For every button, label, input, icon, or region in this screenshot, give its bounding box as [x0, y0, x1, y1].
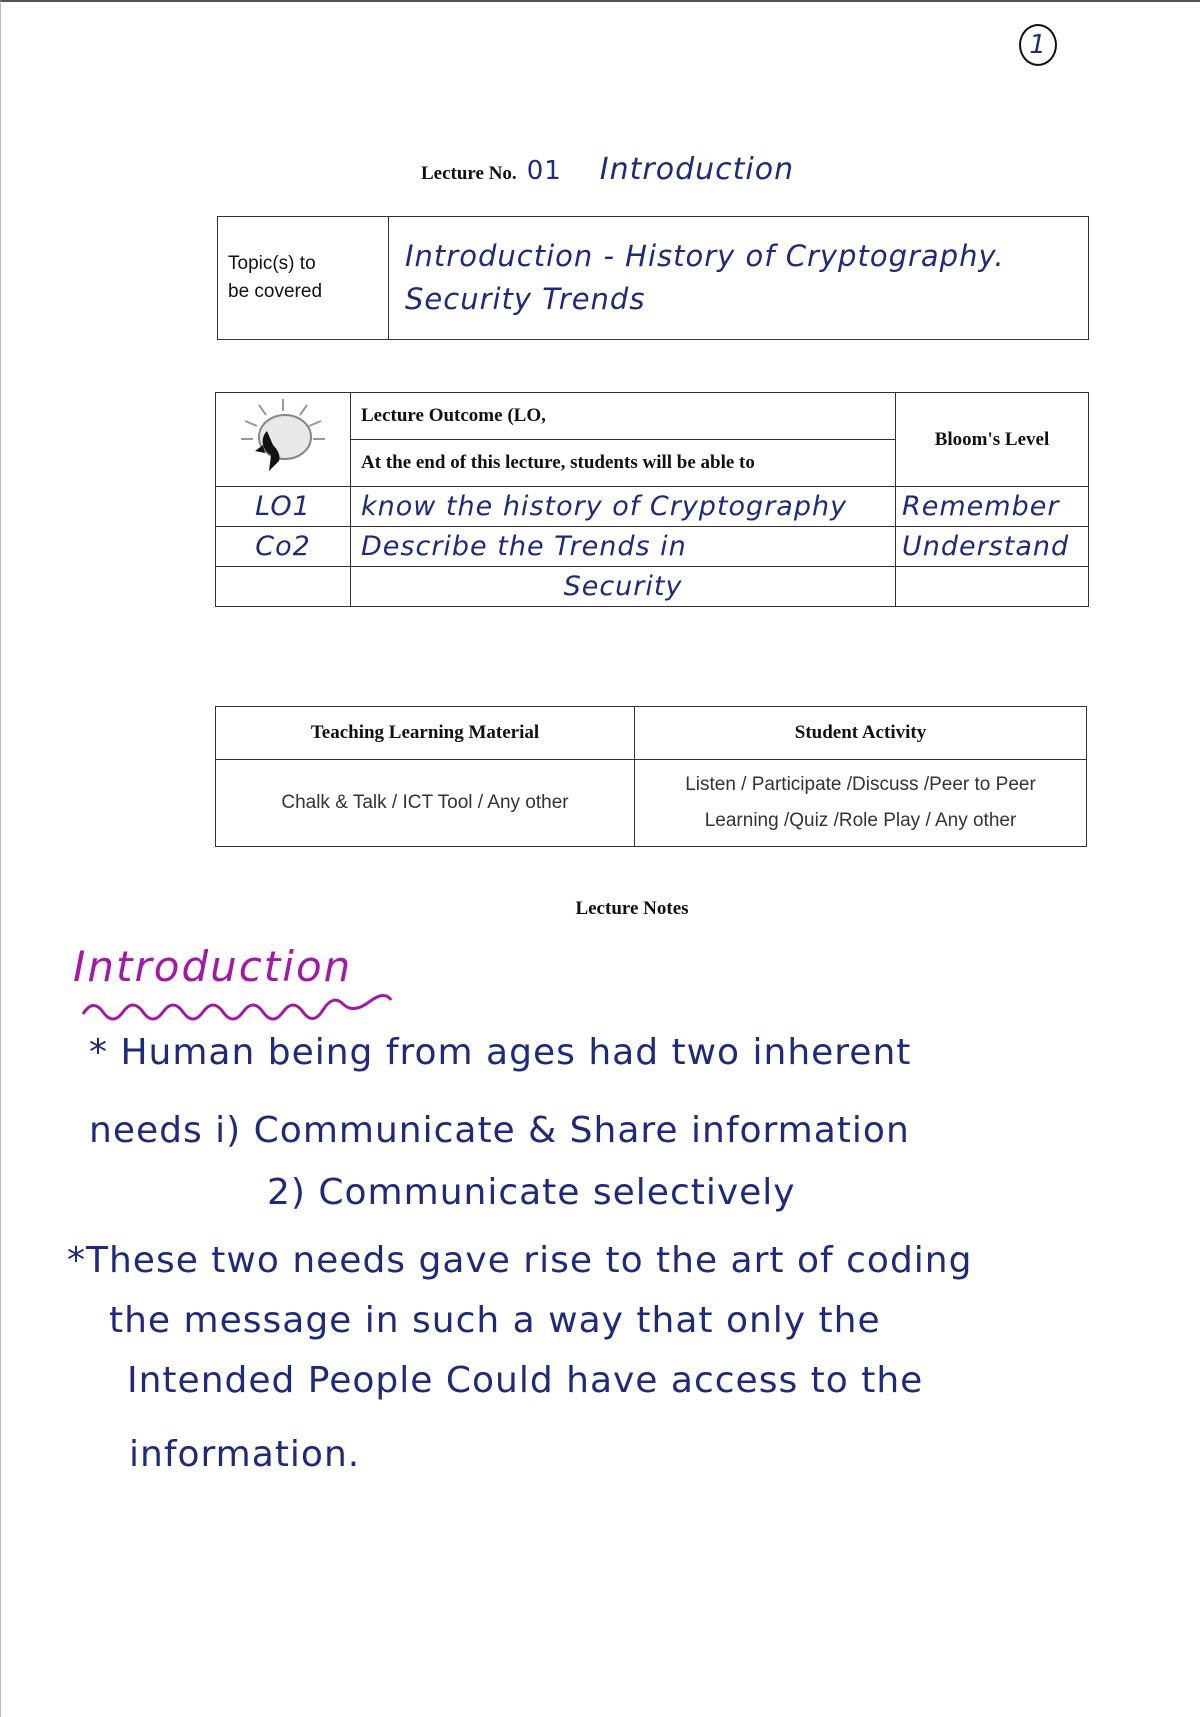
- topics-table: [217, 216, 1089, 340]
- outcome-id-empty: [216, 567, 351, 607]
- head-logo: [216, 393, 351, 487]
- lecture-notes-heading: Lecture Notes: [575, 898, 689, 919]
- outcome-level-empty: [896, 567, 1089, 607]
- thinking-head-icon: [233, 395, 333, 479]
- outcome-level: Understand: [896, 527, 1089, 567]
- underline-squiggle: [79, 992, 399, 1022]
- note-line: 2) Communicate selectively: [267, 1172, 796, 1213]
- topics-label: [218, 217, 389, 340]
- topics-value-line1: Introduction - History of Cryptography.: [405, 238, 1005, 273]
- note-line: the message in such a way that only the: [109, 1300, 881, 1341]
- outcome-text: Describe the Trends in: [351, 527, 896, 567]
- note-line: Intended People Could have access to the: [127, 1360, 924, 1401]
- outcome-heading-1: Lecture Outcome (LO,: [351, 393, 896, 440]
- teaching-material-heading: Teaching Learning Material: [216, 707, 635, 760]
- topics-label-line2: be covered: [228, 281, 323, 302]
- lecture-heading: [421, 152, 794, 187]
- topics-label-line1: Topic(s) to: [228, 252, 316, 274]
- outcome-text-continuation: Security: [351, 567, 896, 607]
- bloom-level-heading: Bloom's Level: [896, 393, 1089, 487]
- student-activity-line1: Listen / Participate /Discuss /Peer to Peer: [685, 774, 1036, 795]
- outcome-id: Co2: [216, 527, 351, 567]
- student-activity-heading: Student Activity: [635, 707, 1087, 760]
- note-line: needs i) Communicate & Share information: [89, 1110, 910, 1151]
- outcome-text: know the history of Cryptography: [351, 487, 896, 527]
- notes-title: Introduction: [73, 942, 353, 991]
- lecture-label: Lecture No.: [421, 163, 517, 184]
- outcome-id: LO1: [216, 487, 351, 527]
- lecture-title: Introduction: [599, 152, 795, 187]
- note-line: *These two needs gave rise to the art of coding: [67, 1240, 973, 1281]
- topics-value-line2: Security Trends: [405, 282, 646, 316]
- outcome-table: [215, 392, 1089, 607]
- teaching-table: [215, 706, 1087, 847]
- topics-value: [389, 217, 1089, 340]
- note-line: information.: [129, 1434, 361, 1475]
- student-activity-line2: Learning /Quiz /Role Play / Any other: [704, 810, 1017, 831]
- outcome-heading-2: At the end of this lecture, students will be able to: [351, 440, 896, 487]
- note-line: * Human being from ages had two inherent: [89, 1032, 912, 1073]
- student-activity-value: [635, 760, 1087, 847]
- outcome-row: [216, 567, 1089, 607]
- outcome-row: [216, 487, 1089, 527]
- page-number: 1: [1019, 24, 1057, 66]
- lecture-number: 01: [526, 156, 562, 186]
- outcome-level: Remember: [896, 487, 1089, 527]
- outcome-row: [216, 527, 1089, 567]
- teaching-material-value: Chalk & Talk / ICT Tool / Any other: [216, 760, 635, 847]
